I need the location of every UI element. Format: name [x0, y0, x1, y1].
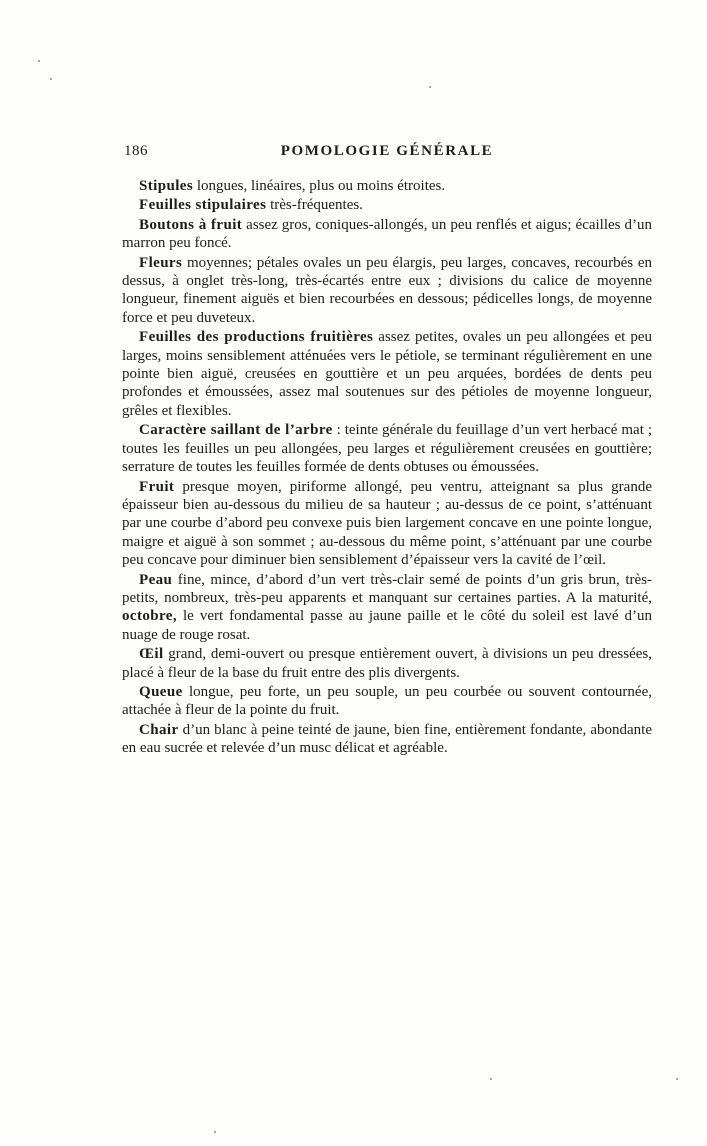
term-boutons-a-fruit: Boutons à fruit	[139, 216, 243, 233]
scan-speck	[214, 1131, 216, 1133]
paragraph-text: : teinte générale du feuillage d’un vert herbacé mat ; toutes les feuilles un peu allongées, peu larges et régulièrement creusées en gouttière; serrature de toutes les feuilles formée de dents obtuses ou émoussées.	[122, 422, 652, 476]
term-caractere-saillant: Caractère saillant de l’arbre	[139, 422, 333, 439]
paragraph-text: longue, peu forte, un peu souple, un peu courbée ou souvent contournée, attachée à fleur de la pointe du fruit.	[122, 683, 652, 719]
scan-speck	[429, 86, 431, 88]
paragraph-oeil	[122, 645, 652, 682]
page-body	[122, 177, 652, 759]
paragraph-peau	[122, 571, 652, 645]
scan-speck	[38, 60, 40, 62]
paragraph-text: fine, mince, d’abord d’un vert très-clair semé de points d’un gris brun, très-petits, nombreux, très-peu apparents et manquant sur certaines parties. A la maturité,	[122, 571, 652, 606]
term-stipules: Stipules	[139, 178, 194, 194]
paragraph-text: très-fréquentes.	[266, 197, 363, 214]
term-oeil: Œil	[139, 646, 164, 663]
term-queue: Queue	[139, 683, 183, 700]
running-title: POMOLOGIE GÉNÉRALE	[280, 143, 494, 159]
term-fleurs: Fleurs	[139, 254, 183, 271]
term-fruit: Fruit	[139, 478, 175, 495]
paragraph-text: moyennes; pétales ovales un peu élargis, peu larges, concaves, recourbés en dessus, à onglet très-long, très-écartés entre eux ; divisions du calice de moyenne longueur, finement aiguës et bien recourbées en dessous; pédicelles longs, de moyenne force et peu duveteux.	[122, 254, 652, 326]
paragraph-chair	[122, 721, 652, 758]
paragraph-text: grand, demi-ouvert ou presque entièrement ouvert, à divisions un peu dressées, placé à fleur de la base du fruit entre des plis divergents.	[122, 646, 652, 681]
paragraph-boutons-a-fruit	[122, 216, 652, 253]
scan-speck	[50, 78, 52, 80]
paragraph-text: assez gros, coniques-allongés, un peu renflés et aigus; écailles d’un marron peu foncé.	[122, 216, 652, 252]
paragraph-fleurs	[122, 254, 652, 328]
page-number: 186	[124, 143, 148, 159]
paragraph-queue	[122, 683, 652, 720]
term-octobre: octobre,	[122, 608, 177, 625]
paragraph-text: longues, linéaires, plus ou moins étroites.	[193, 178, 446, 194]
paragraph-text: presque moyen, piriforme allongé, peu ventru, atteignant sa plus grande épaisseur bien au-dessous du milieu de sa hauteur ; au-dessus de ce point, s’atténuant par une courbe d’abord peu convexe puis bien largement concave en une pointe longue, maigre et aiguë à son sommet ; au-dessous du même point, s’atténuant par une courbe peu concave pour diminuer bien sensiblement d’épaisseur vers la cavité de l’œil.	[122, 478, 652, 569]
paragraph-caractere-saillant	[122, 421, 652, 476]
term-feuilles-productions: Feuilles des productions fruitières	[139, 329, 374, 346]
paragraph-fruit	[122, 478, 652, 570]
paragraph-stipules	[122, 177, 652, 195]
paragraph-text: assez petites, ovales un peu allongées et peu larges, moins sensiblement atténuées vers le pétiole, se terminant régulièrement en une pointe bien aiguë, creusées en gouttière et un peu arquées, bordées de dents peu profondes et émoussées, assez mal soutenues sur des pétioles de moyenne longueur, grêles et flexibles.	[122, 329, 652, 419]
paragraph-text: le vert fondamental passe au jaune paille et le côté du soleil est lavé d’un nuage de rouge rosat.	[122, 608, 652, 643]
term-peau: Peau	[139, 571, 173, 588]
scan-speck	[490, 1078, 492, 1080]
term-feuilles-stipulaires: Feuilles stipulaires	[139, 197, 267, 214]
term-chair: Chair	[139, 721, 179, 738]
page-header	[122, 142, 652, 162]
paragraph-text: d’un blanc à peine teinté de jaune, bien fine, entièrement fondante, abondante en eau sucrée et relevée d’un musc délicat et agréable.	[122, 721, 652, 757]
scan-speck	[676, 1078, 678, 1080]
paragraph-feuilles-stipulaires	[122, 196, 652, 214]
paragraph-feuilles-productions	[122, 328, 652, 420]
